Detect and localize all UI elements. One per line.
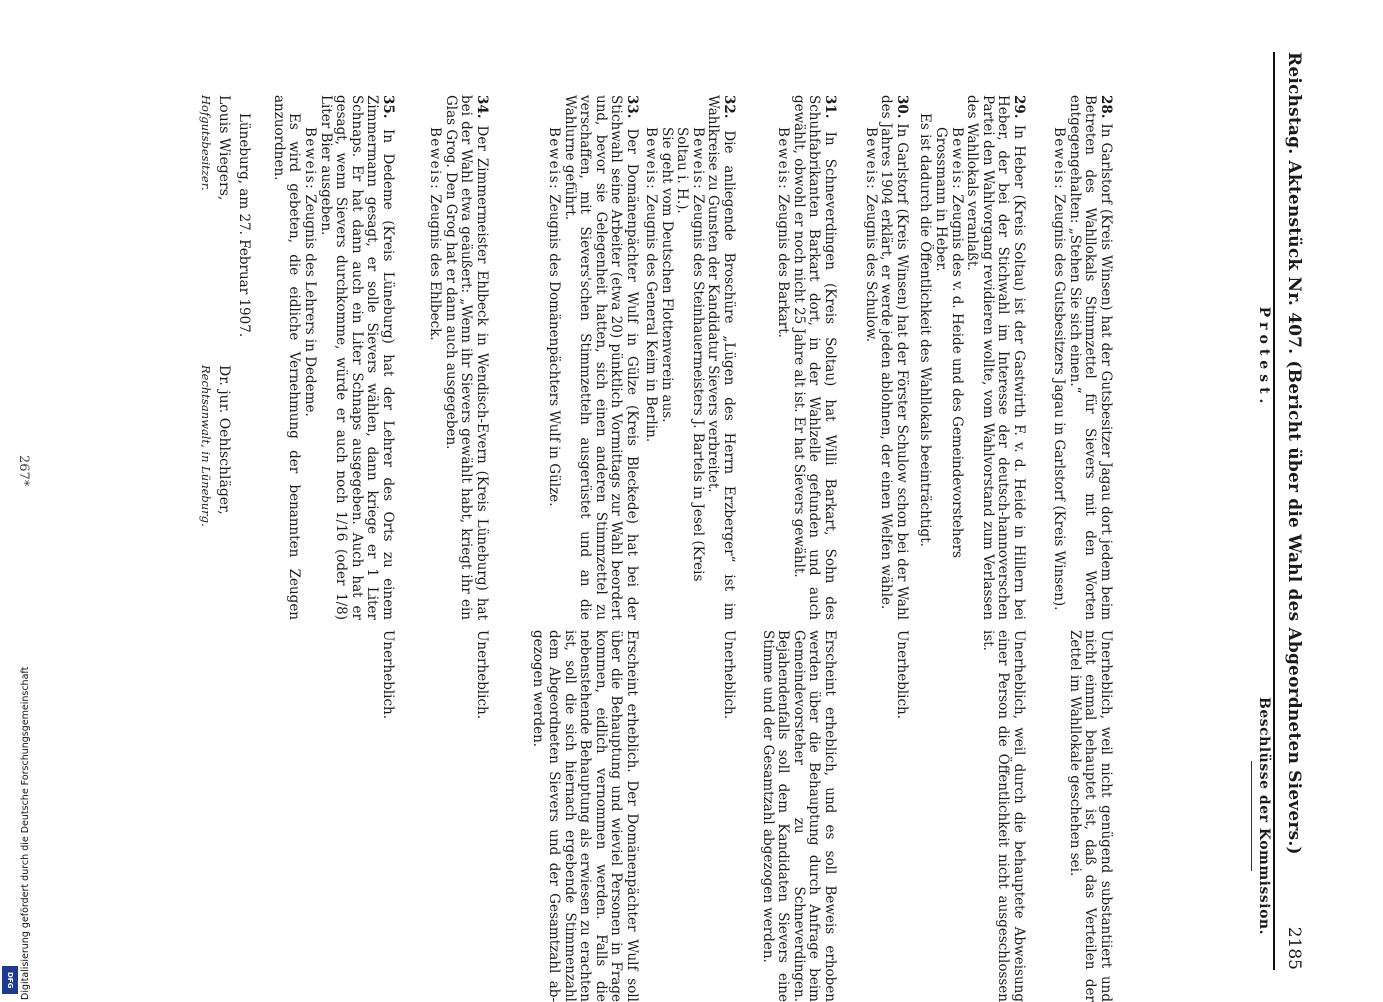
- signer-2: Dr. jur. Oehlschläger, Rechtsanwalt, in Lüneburg.: [198, 365, 233, 527]
- signatures: [187, 95, 231, 620]
- protest-item: 35. In Dedeme (Kreis Lüneburg) hat der Lehrer des Orts zu einem Zimmermann gesagt, er solle Sievers wählen, dann kriege er 1 Liter Schnaps. Er hat dann auch ein Liter Schnaps ausgegeben. Auch hat er gesagt, wenn Sievers durchkomme, würde er auch noch 1/16 (oder 1/8) Liter Bier ausgeben. Beweis: Zeugnis des Lehrers in Dedeme. Es wird gebeten, die eidliche Vernehmung der benannten Zeugen anzuordnen.: [270, 95, 396, 620]
- dfg-logo: DFG: [2, 966, 18, 994]
- header-rule: [1273, 52, 1275, 970]
- decision-item: Unerheblich.: [474, 630, 490, 720]
- decision-item: Unerheblich.: [380, 630, 396, 720]
- page-number: 2185: [1284, 926, 1304, 970]
- protest-item: 31. In Schneverdingen (Kreis Soltau) hat Willi Barkart, Sohn des Schuhfabrikanten Barkart dort, in der Wahlzelle gefunden und auch gewählt, obwohl er noch nicht 25 Jahre alt ist. Er hat Sievers gewählt. Beweis: Zeugnis des Barkart.: [775, 95, 838, 620]
- protest-item: 33. Der Domänenpächter Wulf in Gülze (Kreis Bleckede) hat bei der Stichwahl seine Arbeiter (etwa 20) pünktlich Vormittags zur Wahl beordert und, bevor sie Gelegenheit hatten, sich einen anderen Stimmzettel zu verschaffen, mit Sievers'schen Stimmzetteln ausgerüstet und an die Wahlurne geführt. Beweis: Zeugnis des Domänenpächters Wulf in Gülze.: [546, 95, 640, 620]
- decision-item: Unerheblich, weil durch die behauptete Abweisung einer Person die Öffentlichkeit nicht ausgeschlossen ist.: [979, 630, 1027, 1002]
- decision-item: Unerheblich, weil nicht genügend substantiiert und nicht einmal behauptet ist, daß das Verteilen der Zettel im Wahllokale geschehen sei.: [1066, 630, 1114, 1002]
- decisions-heading: Beschlüsse der Kommission.: [1249, 630, 1271, 1002]
- protest-item: 30. In Garlstorf (Kreis Winsen) hat der Förster Schulow schon bei der Wahl des Jahres 1904 erklärt, er werde jeden ablohnen, der einen Welfen wähle. Beweis: Zeugnis des Schulow.: [862, 95, 910, 620]
- page-header: [1277, 52, 1303, 970]
- protest-item: 34. Der Zimmermeister Ehlbeck in Wendisch-Evern (Kreis Lüneburg) hat bei der Wahl etwa geäußert: „Wenn ihr Sievers gewählt habt, kriegt ihr ein Glas Grog. Den Grog hat er dann auch ausgegeben. Beweis: Zeugnis des Ehlbeck.: [427, 95, 490, 620]
- protest-item: 29. In Heber (Kreis Soltau) ist der Gastwirth F. v. d. Heide in Hillern bei Heber, der bei der Stichwahl im Interesse der deutsch-hannoverschen Partei den Wahlvorgang revidieren wollte, vom Wahlvorstand zum Verlassen des Wahllokals veranlaßt. Beweis: Zeugnis des v. d. Heide und des Gemeindevorstehers Grossmann in Heber. Es ist dadurch die Öffentlichkeit des Wahllokals beeinträchtigt.: [917, 95, 1027, 621]
- closing-block: [187, 95, 251, 620]
- protest-heading: Protest.: [1256, 306, 1272, 409]
- decisions-column: [380, 630, 1272, 1002]
- decision-item: Erscheint erheblich. Der Domänenpächter Wulf soll über die Behauptung und wieviel Personen in Frage kommen, eidlich vernommen werden. Falls die nebenstehende Behauptung als erwiesen zu erachten ist, soll die sich hiernach ergebende Stimmenzahl dem Abgeordneten Sievers und der Gesamtzahl abgezogen werden.: [530, 630, 640, 1002]
- protest-item: 32. Die anliegende Broschüre „Lügen des Herrn Erzberger“ ist im Wahlkreise zu Gunsten der Kandidatur Sievers verbreitet. Beweis: Zeugnis des Steinhauermeisters J. Bartels in Jesel (Kreis Soltau i. H.). Sie geht vom Deutschen Flottenverein aus. Beweis: Zeugnis des General Keim in Berlin.: [643, 95, 737, 621]
- heading-underline: [1251, 761, 1252, 871]
- decision-item: Unerheblich.: [894, 630, 910, 720]
- sheet-mark: 267*: [16, 455, 31, 487]
- signer-1: Louis Wiegers, Hofgutsbesitzer.: [198, 95, 233, 201]
- credit-text: Digitalisierung gefördert durch die Deutsche Forschungsgemeinschaft: [20, 666, 31, 1000]
- protest-item: 28. In Garlstorf (Kreis Winsen) hat der Gutsbesitzer Jagau dort jedem beim Betreten des Wahllokals Stimmzettel für Sievers mit den Worten entgegengehalten: „Stehen Sie sich einen.“ Beweis: Zeugnis des Gutsbesitzers Jagau in Garlstorf (Kreis Winsen).: [1051, 95, 1114, 620]
- decision-item: Unerheblich.: [721, 630, 737, 720]
- decision-item: Erscheint erheblich, und es soll Beweis erhoben werden über die Behauptung durch Anfrage beim Gemeindevorsteher zu Schneverdingen. Bejahendenfalls soll dem Kandidaten Sievers eine Stimme und der Gesamtzahl abgezogen werden.: [759, 630, 838, 1002]
- closing-date: Lüneburg, am 27. Februar 1907.: [236, 113, 252, 338]
- running-title: Reichstag. Aktenstück Nr. 407. (Bericht über die Wahl des Abgeordneten Sievers.): [1284, 52, 1304, 855]
- protest-column: [198, 95, 1272, 621]
